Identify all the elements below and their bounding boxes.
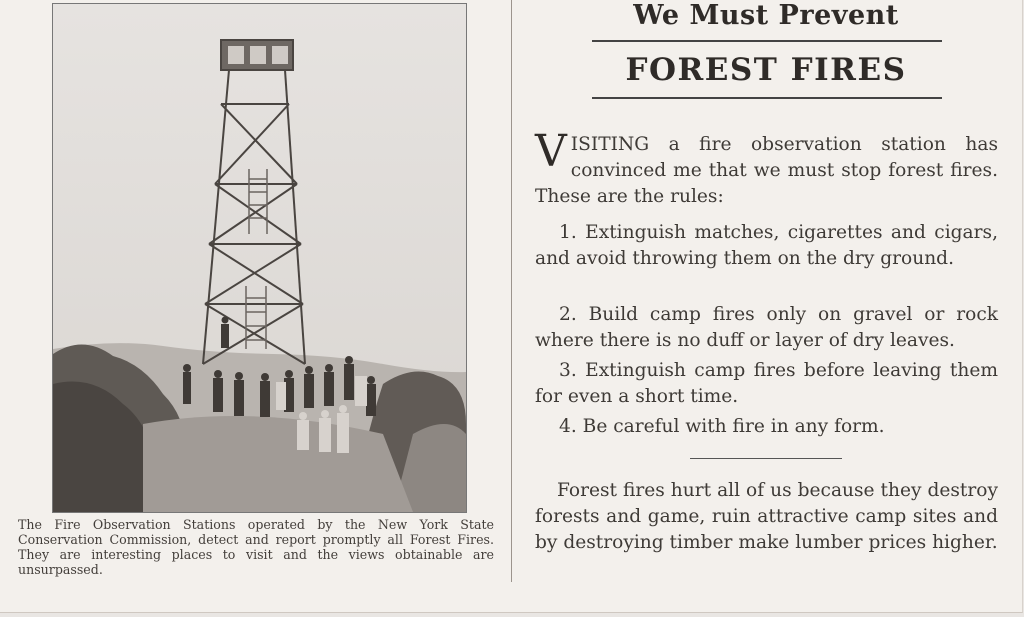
closing-paragraph: Forest fires hurt all of us because they destroy forests and game, ruin attractive camp sites and by destroying timber make lumber prices higher.	[535, 480, 998, 553]
center-divider	[511, 0, 512, 582]
rule-item-2: 2. Build camp fires only on gravel or rock where there is no duff or layer of dry leaves.	[535, 304, 998, 351]
headline-top: We Must Prevent	[633, 0, 899, 31]
intro-paragraph	[535, 126, 998, 210]
drop-cap: V	[535, 126, 567, 177]
rule-item-3: 3. Extinguish camp fires before leaving them for even a short time.	[535, 360, 998, 407]
intro-text: ISITING a fire observation station has convinced me that we must stop forest fires. These are the rules:	[535, 134, 998, 207]
rule-item-1: 1. Extinguish matches, cigarettes and cigars, and avoid throwing them on the dry ground.	[535, 222, 998, 269]
section-divider	[690, 458, 842, 459]
fire-tower-photo	[52, 3, 467, 513]
photo-caption: The Fire Observation Stations operated by the New York State Conservation Commission, detect and report promptly all Forest Fires. They are interesting places to visit and the views obtainable are unsurpassed.	[18, 517, 494, 577]
headline-rule-top	[592, 40, 942, 42]
headline-rule-bottom	[592, 97, 942, 99]
headline-main: FOREST FIRES	[625, 52, 907, 88]
fire-tower-illustration	[53, 4, 466, 512]
rule-item-4: 4. Be careful with fire in any form.	[559, 416, 885, 437]
